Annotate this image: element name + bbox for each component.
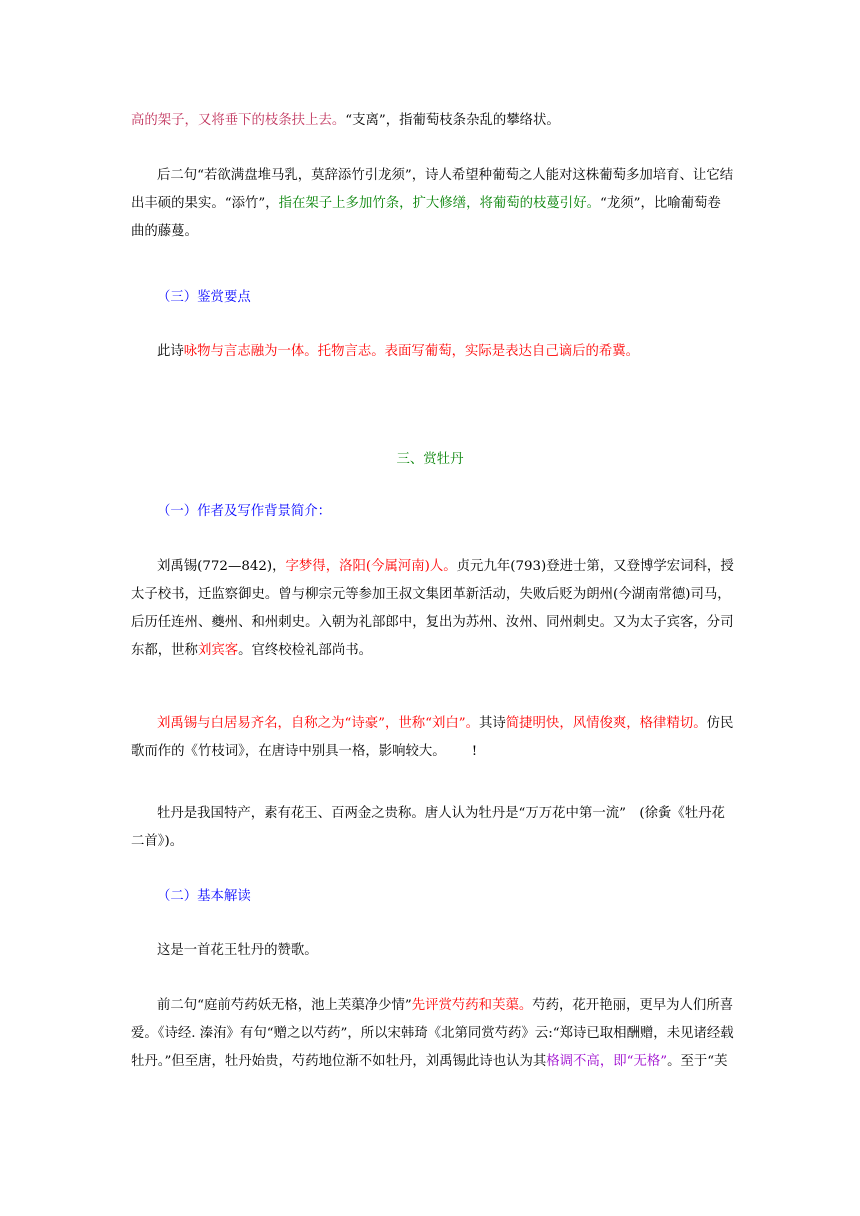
body-text: 仿民歌而作的《竹枝词》，在唐诗中别具一格，影响较大。 xyxy=(131,716,734,759)
highlight-text: 格调不高，即“无格” xyxy=(546,1054,668,1069)
paragraph-grape-frame xyxy=(131,107,734,135)
paragraph-peony-ode xyxy=(131,937,734,965)
heading-text: （二）基本解读 xyxy=(157,889,251,904)
body-text: 。官终校检礼部尚书。 xyxy=(238,643,373,658)
body-text: 此诗 xyxy=(157,344,184,359)
body-text: “支离”，指葡萄枝条杂乱的攀络状。 xyxy=(345,113,560,128)
paragraph-latter-lines xyxy=(131,162,734,246)
body-text: 贞元九年(793)登进士第，又登博学宏词科，授太子校书，迁监察御史。曾与柳宗元等参加王叔文集团革新活动，失败后贬为朗州(今湖南常德)司马，后历任连州、夔州、和州刺史。入朝为礼部郎中，复出为苏州、汝州、同州刺史。又为太子宾客，分司东都，世称 xyxy=(131,559,734,658)
highlight-text: 刘禹锡与白居易齐名，自称之为“诗豪”，世称“刘白”。 xyxy=(157,716,479,731)
highlight-text: 指在架子上多加竹条，扩大修缮，将葡萄的枝蔓引好。 xyxy=(278,196,600,211)
paragraph-first-lines xyxy=(131,992,734,1076)
stray-mark: ! xyxy=(471,744,478,759)
highlight-text: 字梦得，洛阳(今属河南)人。 xyxy=(285,559,457,574)
highlight-text: 先评赏芍药和芙蕖。 xyxy=(411,998,533,1013)
highlight-text: 简捷明快，风情俊爽，格律精切。 xyxy=(505,716,707,731)
body-text: 牡丹是我国特产，素有花王、百两金之贵称。唐人认为牡丹是“万万花中第一流” (徐夤《牡丹花二首》)。 xyxy=(131,806,725,849)
body-text: 前二句“庭前芍药妖无格，池上芙蕖净少情” xyxy=(157,998,412,1013)
heading-appreciation xyxy=(131,284,734,312)
section-title xyxy=(0,446,860,474)
body-text: “龙须”，比喻葡萄卷曲的藤蔓。 xyxy=(131,196,721,239)
heading-text: （一）作者及写作背景简介： xyxy=(157,504,332,519)
body-text: 芍药，花开艳丽，更早为人们所喜爱。《诗经. 溱洧》有句“赠之以芍药”，所以宋韩琦《北第同赏芍药》云:“郑诗已取相酬赠，未见诸经载牡丹。”但至唐，牡丹始贵，芍药地位渐不如牡丹，刘禹锡此诗也认为其 xyxy=(131,998,734,1069)
heading-author xyxy=(131,498,734,526)
highlight-text: 高的架子，又将垂下的枝条扶上去。 xyxy=(131,113,346,128)
body-text: 其诗 xyxy=(478,716,506,731)
body-text: 。至于“芙 xyxy=(667,1054,728,1069)
heading-reading xyxy=(131,883,734,911)
paragraph-poetry-style xyxy=(131,710,734,766)
body-text: 刘禹锡(772—842)， xyxy=(157,559,286,574)
highlight-text: 咏物与言志融为一体。托物言志。表面写葡萄，实际是表达自己谪后的希冀。 xyxy=(183,344,640,359)
highlight-text: 刘宾客 xyxy=(197,643,239,658)
paragraph-appreciation xyxy=(131,338,734,366)
paragraph-author-bio xyxy=(131,553,734,665)
body-text: 后二句“若欲满盘堆马乳，莫辞添竹引龙须”，诗人希望种葡萄之人能对这株葡萄多加培育、让它结出丰硕的果实。“添竹”， xyxy=(131,168,734,211)
section-title-text: 三、赏牡丹 xyxy=(396,452,464,467)
heading-text: （三）鉴赏要点 xyxy=(157,290,251,305)
body-text: 这是一首花王牡丹的赞歌。 xyxy=(157,943,318,958)
paragraph-peony-intro xyxy=(131,800,734,856)
